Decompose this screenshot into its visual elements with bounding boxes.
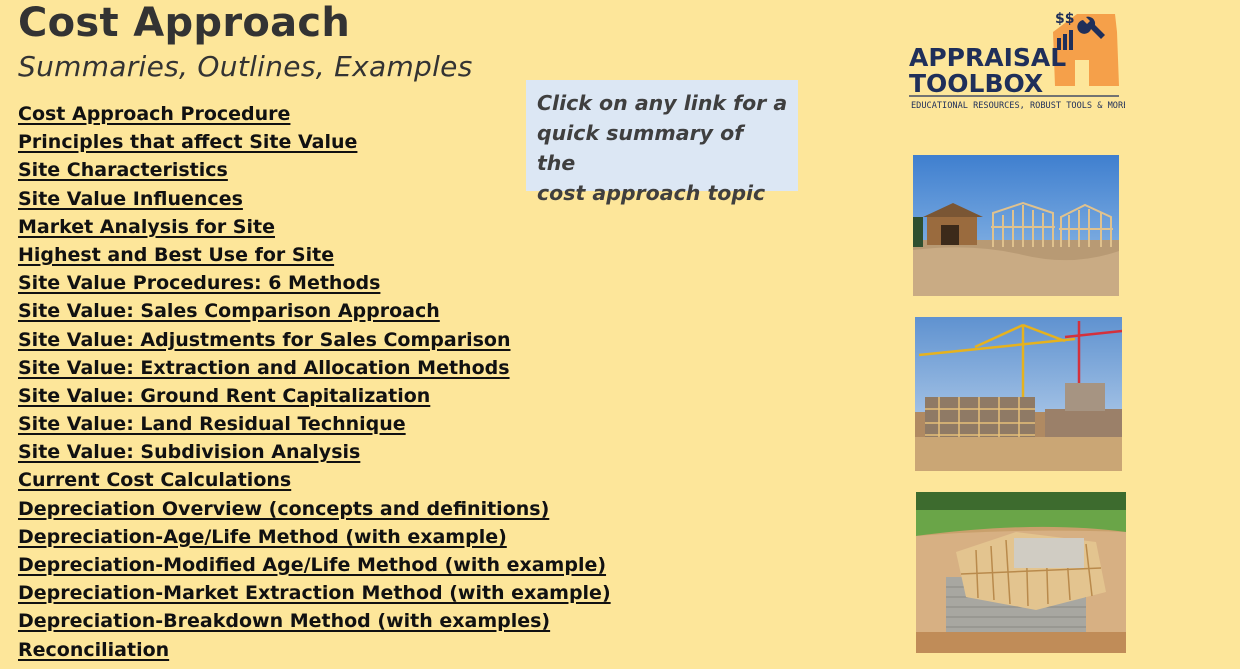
list-item — [18, 354, 611, 382]
construction-site-photo — [913, 155, 1119, 296]
topic-link-list — [18, 100, 611, 664]
appraisal-toolbox-logo — [905, 4, 1125, 116]
callout-line: quick summary of the — [537, 121, 744, 175]
callout-line: cost approach topic — [537, 181, 766, 205]
topic-link[interactable]: Principles that affect Site Value — [18, 131, 358, 154]
list-item — [18, 185, 611, 213]
topic-link[interactable]: Site Value Influences — [18, 187, 243, 210]
list-item — [18, 213, 611, 241]
topic-link[interactable]: Highest and Best Use for Site — [18, 243, 335, 266]
instruction-callout — [526, 80, 798, 205]
list-item — [18, 466, 611, 494]
topic-link[interactable]: Reconciliation — [18, 638, 170, 661]
list-item — [18, 523, 611, 551]
topic-link[interactable]: Depreciation-Modified Age/Life Method (with example) — [18, 554, 607, 576]
logo-text-appraisal: APPRAISAL — [909, 43, 1067, 72]
list-item — [18, 636, 611, 664]
list-item — [18, 326, 611, 354]
callout-line: Click on any link for a — [537, 91, 788, 115]
foundation-framing-photo — [916, 492, 1126, 653]
topic-link[interactable]: Depreciation-Market Extraction Method (with example) — [18, 582, 611, 605]
topic-link[interactable]: Site Value: Adjustments for Sales Comparison — [18, 328, 511, 351]
list-item — [18, 100, 611, 128]
topic-link[interactable]: Depreciation-Breakdown Method (with examples) — [18, 610, 551, 633]
list-item — [18, 128, 611, 156]
list-item — [18, 241, 611, 269]
page-subtitle: Summaries, Outlines, Examples — [18, 50, 473, 83]
page-title: Cost Approach — [18, 0, 351, 46]
list-item — [18, 438, 611, 466]
topic-link[interactable]: Current Cost Calculations — [18, 469, 292, 492]
topic-link[interactable]: Depreciation Overview (concepts and definitions) — [18, 497, 550, 520]
list-item — [18, 607, 611, 635]
topic-link[interactable]: Site Value: Subdivision Analysis — [18, 441, 361, 464]
logo-tagline: EDUCATIONAL RESOURCES, ROBUST TOOLS & MORE — [911, 101, 1125, 111]
list-item — [18, 382, 611, 410]
topic-link[interactable]: Site Value: Sales Comparison Approach — [18, 300, 440, 323]
house-door-icon — [1075, 60, 1089, 86]
topic-link[interactable]: Market Analysis for Site — [18, 215, 275, 238]
topic-link[interactable]: Site Value: Extraction and Allocation Methods — [18, 356, 510, 379]
topic-link[interactable]: Depreciation-Age/Life Method (with example) — [18, 525, 507, 548]
topic-link[interactable]: Site Characteristics — [18, 159, 228, 182]
list-item — [18, 410, 611, 438]
crane-construction-photo — [915, 317, 1122, 471]
topic-link[interactable]: Site Value: Ground Rent Capitalization — [18, 384, 431, 407]
list-item — [18, 156, 611, 184]
list-item — [18, 551, 611, 579]
list-item — [18, 495, 611, 523]
list-item — [18, 297, 611, 325]
dollar-signs: $$ — [1055, 11, 1075, 27]
topic-link[interactable]: Site Value: Land Residual Technique — [18, 413, 406, 436]
logo-text-toolbox: TOOLBOX — [909, 69, 1044, 98]
topic-link[interactable]: Site Value Procedures: 6 Methods — [18, 272, 381, 295]
topic-link[interactable]: Cost Approach Procedure — [18, 103, 291, 125]
list-item — [18, 269, 611, 297]
list-item — [18, 579, 611, 607]
